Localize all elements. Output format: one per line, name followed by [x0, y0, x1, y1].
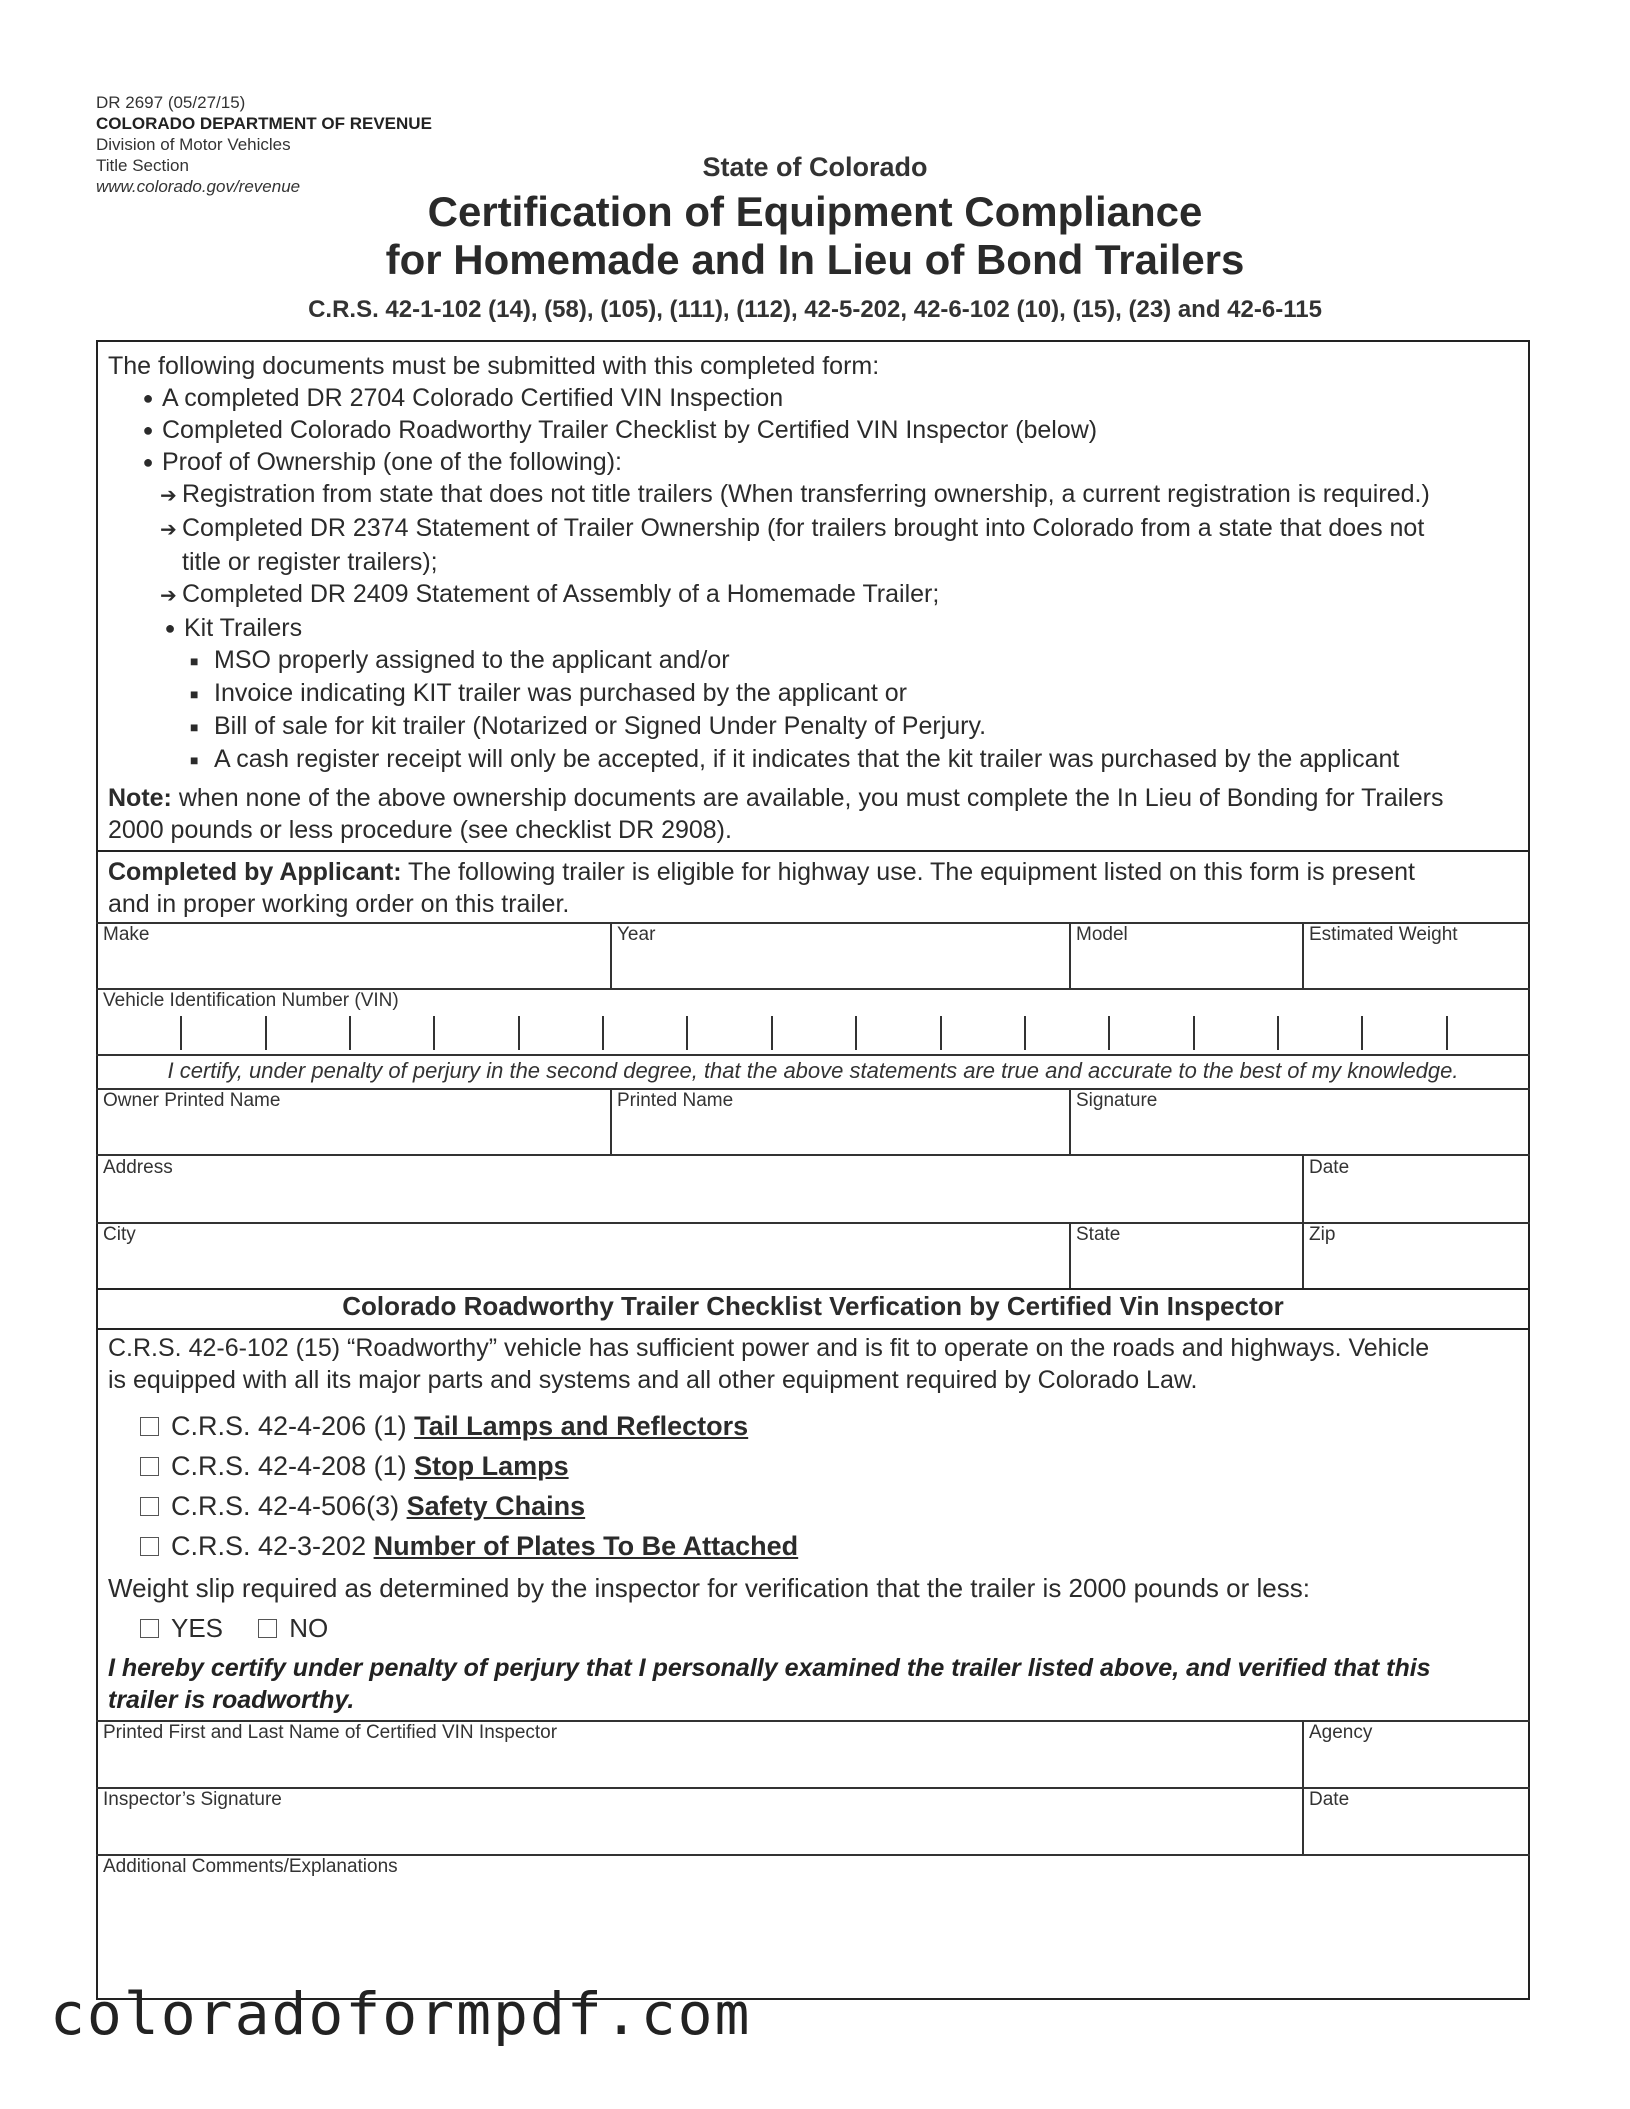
vin-digit-divider: [855, 1016, 857, 1050]
list-item: ➔ Registration from state that does not title trailers (When transferring ownership, a current registration is required.): [160, 478, 1528, 512]
year-field[interactable]: Year: [617, 924, 656, 945]
checkbox[interactable]: [140, 1537, 159, 1556]
square-bullet-icon: ■: [190, 653, 199, 669]
inspector-certification: I hereby certify under penalty of perjury that I personally examined the trailer listed above, and verified that this trailer is roadworthy.: [108, 1654, 1431, 1714]
inspector-signature-field[interactable]: Inspector’s Signature: [103, 1789, 282, 1810]
vin-digit-divider: [686, 1016, 688, 1050]
vin-digit-divider: [1024, 1016, 1026, 1050]
division-name: Division of Motor Vehicles: [96, 135, 291, 154]
bullet-icon: ●: [142, 388, 154, 408]
applicant-certification: I certify, under penalty of perjury in the second degree, that the above statements are true and accurate to the best of my knowledge.: [167, 1058, 1459, 1083]
applicant-statement: Completed by Applicant: The following trailer is eligible for highway use. The equipment listed on this form is present and in proper working order on this trailer.: [108, 858, 1416, 918]
vin-digit-divider: [349, 1016, 351, 1050]
list-item: ● Completed Colorado Roadworthy Trailer Checklist by Certified VIN Inspector (below): [138, 414, 1528, 446]
checklist-item[interactable]: C.R.S. 42-4-206 (1) Tail Lamps and Reflectors: [140, 1406, 798, 1446]
agency-field[interactable]: Agency: [1309, 1722, 1373, 1743]
vin-digit-divider: [518, 1016, 520, 1050]
note: Note: when none of the above ownership documents are available, you must complete the In Lieu of Bonding for Trailers: [108, 784, 1444, 812]
department-name: COLORADO DEPARTMENT OF REVENUE: [96, 114, 432, 133]
additional-comments-field[interactable]: Additional Comments/Explanations: [103, 1856, 398, 1877]
yes-option[interactable]: YES: [140, 1613, 223, 1643]
watermark: coloradoformpdf.com: [50, 1980, 752, 2048]
list-item: ■ A cash register receipt will only be accepted, if it indicates that the kit trailer was purchased by the applicant: [190, 743, 1528, 776]
signature-field[interactable]: Signature: [1076, 1090, 1158, 1111]
state-field[interactable]: State: [1076, 1224, 1121, 1245]
checkbox[interactable]: [140, 1497, 159, 1516]
vin-digit-divider: [433, 1016, 435, 1050]
zip-field[interactable]: Zip: [1309, 1224, 1336, 1245]
inspector-section-title: Colorado Roadworthy Trailer Checklist Verfication by Certified Vin Inspector: [342, 1291, 1284, 1321]
list-item: ● A completed DR 2704 Colorado Certified VIN Inspection: [138, 382, 1528, 414]
make-field[interactable]: Make: [103, 924, 150, 945]
vin-digit-divider: [1277, 1016, 1279, 1050]
vin-digit-divider: [180, 1016, 182, 1050]
estimated-weight-field[interactable]: Estimated Weight: [1309, 924, 1458, 945]
address-field[interactable]: Address: [103, 1157, 173, 1178]
no-option[interactable]: NO: [258, 1613, 328, 1643]
vin-digit-divider: [771, 1016, 773, 1050]
checkbox[interactable]: [258, 1619, 277, 1638]
list-item: ● Proof of Ownership (one of the following):: [138, 446, 1528, 478]
square-bullet-icon: ■: [190, 719, 199, 735]
inspector-date-field[interactable]: Date: [1309, 1789, 1350, 1810]
statute-references: C.R.S. 42-1-102 (14), (58), (105), (111), (112), 42-5-202, 42-6-102 (10), (15), (23) and 42-6-115: [308, 296, 1322, 323]
bullet-icon: ●: [142, 420, 154, 440]
note-continued: 2000 pounds or less procedure (see checklist DR 2908).: [108, 816, 732, 844]
roadworthy-checklist: [140, 1406, 798, 1566]
model-field[interactable]: Model: [1076, 924, 1128, 945]
list-item: ■ Bill of sale for kit trailer (Notarized or Signed Under Penalty of Perjury.: [190, 710, 1528, 743]
list-item-continued: title or register trailers);: [182, 548, 438, 576]
arrow-right-icon: ➔: [160, 485, 177, 507]
vin-digit-divider: [602, 1016, 604, 1050]
arrow-right-icon: ➔: [160, 585, 177, 607]
vin-digit-divider: [1361, 1016, 1363, 1050]
title-line-2: for Homemade and In Lieu of Bond Trailers: [385, 236, 1245, 283]
bullet-icon: ●: [164, 618, 176, 638]
bullet-icon: ●: [142, 452, 154, 472]
documents-section: [108, 350, 1528, 846]
square-bullet-icon: ■: [190, 752, 199, 768]
checklist-item[interactable]: C.R.S. 42-4-506(3) Safety Chains: [140, 1486, 798, 1526]
weight-slip-question: Weight slip required as determined by the inspector for verification that the trailer is 2000 pounds or less:: [108, 1573, 1310, 1603]
city-field[interactable]: City: [103, 1224, 136, 1245]
state-heading: State of Colorado: [702, 152, 928, 182]
checkbox[interactable]: [140, 1457, 159, 1476]
page-title: [0, 188, 1630, 284]
list-item: ● Kit Trailers: [160, 612, 1528, 644]
date-field[interactable]: Date: [1309, 1157, 1350, 1178]
list-item: ■ MSO properly assigned to the applicant and/or: [190, 644, 1528, 677]
title-line-1: Certification of Equipment Compliance: [427, 188, 1203, 235]
checklist-item[interactable]: C.R.S. 42-3-202 Number of Plates To Be Attached: [140, 1526, 798, 1566]
list-item: ➔ Completed DR 2374 Statement of Trailer Ownership (for trailers brought into Colorado from a state that does not: [160, 512, 1528, 546]
inspector-name-field[interactable]: Printed First and Last Name of Certified VIN Inspector: [103, 1722, 558, 1743]
printed-name-field[interactable]: Printed Name: [617, 1090, 734, 1111]
vin-digit-divider: [1446, 1016, 1448, 1050]
section-name: Title Section: [96, 156, 189, 175]
form-number: DR 2697 (05/27/15): [96, 93, 246, 112]
website-link[interactable]: www.colorado.gov/revenue: [96, 177, 301, 196]
vin-digit-divider: [265, 1016, 267, 1050]
weight-slip-options: [140, 1612, 328, 1644]
checkbox[interactable]: [140, 1619, 159, 1638]
vin-digit-divider: [940, 1016, 942, 1050]
documents-intro: The following documents must be submitted with this completed form:: [108, 352, 880, 380]
roadworthy-definition: C.R.S. 42-6-102 (15) “Roadworthy” vehicle has sufficient power and is fit to operate on the roads and highways. Vehicle is equipped with all its major parts and systems and all other equipment required by Colorado Law.: [108, 1334, 1430, 1394]
vin-field-label: Vehicle Identification Number (VIN): [103, 990, 399, 1011]
square-bullet-icon: ■: [190, 686, 199, 702]
list-item: ➔ Completed DR 2409 Statement of Assembly of a Homemade Trailer;: [160, 578, 1528, 612]
vin-digit-divider: [1193, 1016, 1195, 1050]
checkbox[interactable]: [140, 1417, 159, 1436]
checklist-item[interactable]: C.R.S. 42-4-208 (1) Stop Lamps: [140, 1446, 798, 1486]
vin-digit-divider: [1108, 1016, 1110, 1050]
arrow-right-icon: ➔: [160, 519, 177, 541]
owner-printed-name-field[interactable]: Owner Printed Name: [103, 1090, 281, 1111]
list-item: ■ Invoice indicating KIT trailer was purchased by the applicant or: [190, 677, 1528, 710]
